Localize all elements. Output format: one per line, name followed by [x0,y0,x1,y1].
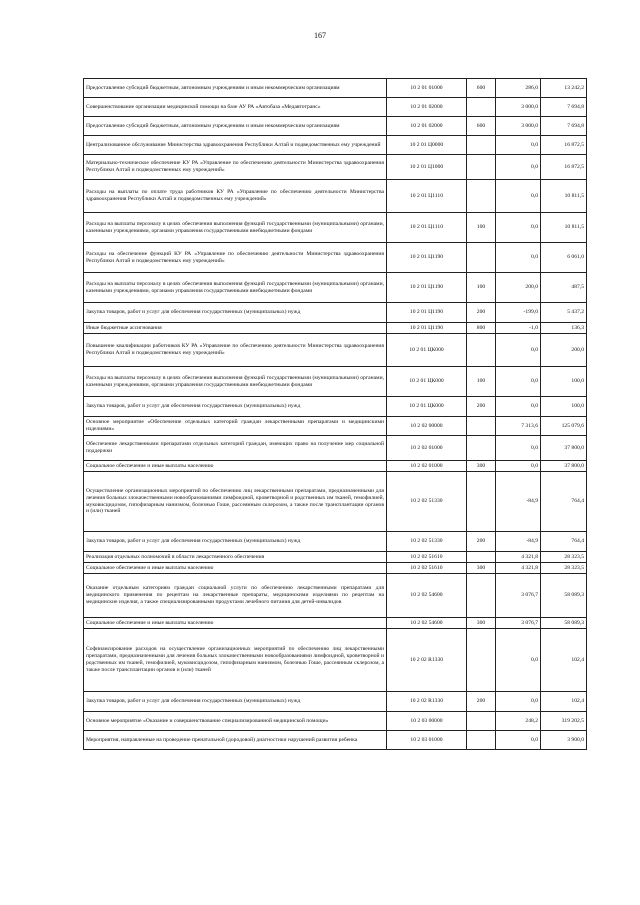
amount-change-cell: 3 076,7 [496,618,541,629]
expense-type-cell [467,98,496,117]
amount-total-cell: 100,0 [541,367,587,397]
expense-type-cell [467,629,496,692]
expense-type-cell: 600 [467,79,496,98]
expense-name-cell: Закупка товаров, работ и услуг для обеспечения государственных (муниципальных) нужд [84,692,387,712]
expense-type-cell: 200 [467,692,496,712]
target-article-cell: 10 2 01 Ц1190 [387,303,467,323]
expense-type-cell: 800 [467,323,496,334]
expense-type-cell: 200 [467,303,496,323]
table-row [84,367,587,397]
table-row [84,461,587,472]
expense-type-cell [467,136,496,155]
amount-total-cell: 28 323,5 [541,552,587,563]
expense-type-cell [467,712,496,731]
amount-total-cell: 3 900,0 [541,731,587,750]
amount-total-cell: 58 089,3 [541,574,587,618]
amount-change-cell: 0,0 [496,629,541,692]
target-article-cell: 10 2 01 Ц1000 [387,155,467,180]
amount-total-cell: 16 872,5 [541,136,587,155]
expense-name-cell: Предоставление субсидий бюджетным, автономным учреждениям и иным некоммерческим организациям [84,117,387,136]
target-article-cell: 10 2 01 Ц1190 [387,323,467,334]
table-row [84,323,587,334]
expense-name-cell: Централизованное обслуживание Министерства здравоохранения Республики Алтай и подведомственных ему учреждений [84,136,387,155]
table-row [84,303,587,323]
amount-change-cell: 4 321,8 [496,552,541,563]
amount-total-cell: 200,0 [541,334,587,367]
target-article-cell: 10 2 02 51610 [387,563,467,574]
amount-change-cell: 200,0 [496,273,541,303]
expense-name-cell: Оказание отдельным категориям граждан социальной услуги по обеспечению лекарственными препаратами для медицинского применения по рецептам на лекарственные препараты, медицинскими изделиями по рецептам на медицинские изделия, а также специализированными продуктами лечебного питания для детей-инвалидов [84,574,387,618]
expense-type-cell [467,180,496,213]
table-row [84,213,587,243]
amount-total-cell: 7 694,8 [541,117,587,136]
amount-total-cell: 5 437,2 [541,303,587,323]
table-row [84,563,587,574]
table-row [84,692,587,712]
amount-change-cell: -84,9 [496,472,541,532]
amount-change-cell: -84,9 [496,532,541,552]
target-article-cell: 10 2 01 02000 [387,98,467,117]
table-row [84,417,587,436]
target-article-cell: 10 2 01 ЦК000 [387,367,467,397]
expense-name-cell: Расходы на выплаты персоналу в целях обеспечения выполнения функций государственными (муниципальными) органами, казенными учреждениями, органами управления государственными внебюджетными фондами [84,213,387,243]
table-body [84,79,587,750]
target-article-cell: 10 2 02 R1330 [387,629,467,692]
expense-type-cell [467,552,496,563]
target-article-cell: 10 2 01 Ц1110 [387,180,467,213]
amount-change-cell: 3 076,7 [496,574,541,618]
table-row [84,243,587,273]
target-article-cell: 10 2 02 54600 [387,618,467,629]
amount-change-cell: 3 000,0 [496,98,541,117]
table-row [84,180,587,213]
expense-type-cell: 200 [467,532,496,552]
expense-type-cell: 600 [467,117,496,136]
expense-name-cell: Закупка товаров, работ и услуг для обеспечения государственных (муниципальных) нужд [84,303,387,323]
amount-total-cell: 136,3 [541,323,587,334]
table-row [84,136,587,155]
expense-type-cell: 300 [467,563,496,574]
expense-name-cell: Предоставление субсидий бюджетным, автономным учреждениям и иным некоммерческим организациям [84,79,387,98]
target-article-cell: 10 2 03 01000 [387,731,467,750]
amount-total-cell: 764,4 [541,472,587,532]
expense-type-cell [467,334,496,367]
amount-total-cell: 764,4 [541,532,587,552]
amount-total-cell: 319 202,5 [541,712,587,731]
table-row [84,618,587,629]
table-row [84,98,587,117]
amount-change-cell: 7 313,6 [496,417,541,436]
amount-total-cell: 16 872,5 [541,155,587,180]
target-article-cell: 10 2 01 Ц1190 [387,273,467,303]
expense-type-cell: 200 [467,397,496,417]
target-article-cell: 10 2 03 00000 [387,712,467,731]
amount-change-cell: 0,0 [496,213,541,243]
page-number: 167 [314,31,326,40]
table-row [84,472,587,532]
expense-name-cell: Расходы на выплаты по оплате труда работников КУ РА «Управление по обеспечению деятельности Министерства здравоохранения Республики Алтай и подведомственных ему учреждений» [84,180,387,213]
expense-name-cell: Обеспечение лекарственными препаратами отдельных категорий граждан, имеющих право на получение мер социальной поддержки [84,436,387,461]
amount-total-cell: 100,0 [541,397,587,417]
target-article-cell: 10 2 01 02000 [387,117,467,136]
amount-change-cell: 0,0 [496,731,541,750]
expense-type-cell: 100 [467,367,496,397]
amount-total-cell: 487,5 [541,273,587,303]
target-article-cell: 10 2 02 51330 [387,472,467,532]
expense-type-cell [467,436,496,461]
table-row [84,629,587,692]
expense-type-cell [467,155,496,180]
target-article-cell: 10 2 02 01000 [387,461,467,472]
table-row [84,731,587,750]
target-article-cell: 10 2 02 00000 [387,417,467,436]
expense-name-cell: Социальное обеспечение и иные выплаты населению [84,618,387,629]
expense-type-cell: 100 [467,213,496,243]
expense-name-cell: Повышение квалификации работников КУ РА «Управление по обеспечению деятельности Министерства здравоохранения Республики Алтай и подведомственных ему учреждений» [84,334,387,367]
expense-name-cell: Основное мероприятие «Оказание и совершенствование специализированной медицинской помощи» [84,712,387,731]
table-row [84,436,587,461]
amount-total-cell: 37 800,0 [541,461,587,472]
expense-type-cell [467,243,496,273]
amount-total-cell: 10 811,5 [541,213,587,243]
target-article-cell: 10 2 02 51330 [387,532,467,552]
amount-total-cell: 6 061,0 [541,243,587,273]
amount-total-cell: 37 800,0 [541,436,587,461]
amount-change-cell: 0,0 [496,334,541,367]
expense-name-cell: Иные бюджетные ассигнования [84,323,387,334]
amount-total-cell: 13 242,2 [541,79,587,98]
amount-change-cell: 0,0 [496,692,541,712]
amount-total-cell: 7 694,8 [541,98,587,117]
expense-type-cell [467,417,496,436]
table-row [84,552,587,563]
expense-type-cell [467,574,496,618]
table-row [84,712,587,731]
amount-total-cell: 10 811,5 [541,180,587,213]
expense-type-cell: 300 [467,461,496,472]
table-row [84,273,587,303]
expense-name-cell: Реализация отдельных полномочий в области лекарственного обеспечения [84,552,387,563]
expense-type-cell: 100 [467,273,496,303]
expense-name-cell: Материально-техническое обеспечение КУ РА «Управление по обеспечению деятельности Министерства здравоохранения Республики Алтай и подведомственных ему учреждений» [84,155,387,180]
expense-name-cell: Мероприятия, направленные на проведение пренатальной (дородовой) диагностики нарушений развития ребенка [84,731,387,750]
table-row [84,79,587,98]
amount-change-cell: -199,0 [496,303,541,323]
target-article-cell: 10 2 02 01000 [387,436,467,461]
amount-total-cell: 102,4 [541,692,587,712]
amount-total-cell: 125 079,6 [541,417,587,436]
target-article-cell: 10 2 01 ЦК000 [387,397,467,417]
amount-total-cell: 28 323,5 [541,563,587,574]
amount-change-cell: 286,0 [496,79,541,98]
expense-type-cell: 300 [467,618,496,629]
expense-type-cell [467,472,496,532]
table-row [84,334,587,367]
expense-type-cell [467,731,496,750]
expense-name-cell: Основное мероприятие «Обеспечение отдельных категорий граждан лекарственными препаратами и медицинскими изделиями» [84,417,387,436]
expense-name-cell: Расходы на выплаты персоналу в целях обеспечения выполнения функций государственными (муниципальными) органами, казенными учреждениями, органами управления государственными внебюджетными фондами [84,273,387,303]
target-article-cell: 10 2 01 ЦК000 [387,334,467,367]
expense-name-cell: Социальное обеспечение и иные выплаты населению [84,563,387,574]
target-article-cell: 10 2 02 54600 [387,574,467,618]
expense-name-cell: Закупка товаров, работ и услуг для обеспечения государственных (муниципальных) нужд [84,397,387,417]
amount-change-cell: 3 000,0 [496,117,541,136]
expense-name-cell: Софинансирование расходов на осуществление организационных мероприятий по обеспечению лиц лекарственными препаратами, предназначенными для лечения больных злокачественными новообразованиями лимфоидной, кроветворной и родственных им тканей, гемофилией, муковисцидозом, гипофизарным нанизмом, болезнью Гоше, рассеянным склерозом, а также после трансплантации органов и (или) тканей [84,629,387,692]
amount-change-cell: 0,0 [496,180,541,213]
target-article-cell: 10 2 02 R1330 [387,692,467,712]
amount-change-cell: 0,0 [496,397,541,417]
table-row [84,574,587,618]
target-article-cell: 10 2 02 51610 [387,552,467,563]
expense-name-cell: Осуществление организационных мероприятий по обеспечению лиц лекарственными препаратами, предназначенными для лечения больных злокачественными новообразованиями лимфоидной, кроветворной и родственных им тканей, гемофилией, муковисцидозом, гипофизарным нанизмом, болезнью Гоше, рассеянным склерозом, а также после трансплантации органов и (или) тканей [84,472,387,532]
expense-name-cell: Расходы на обеспечение функций КУ РА «Управление по обеспечению деятельности Министерства здравоохранения Республики Алтай и подведомственных ему учреждений» [84,243,387,273]
amount-change-cell: 248,2 [496,712,541,731]
amount-change-cell: 0,0 [496,155,541,180]
amount-change-cell: 4 321,8 [496,563,541,574]
budget-table [83,78,587,750]
target-article-cell: 10 2 01 Ц0000 [387,136,467,155]
amount-change-cell: 0,0 [496,136,541,155]
target-article-cell: 10 2 01 01000 [387,79,467,98]
expense-name-cell: Социальное обеспечение и иные выплаты населению [84,461,387,472]
expense-name-cell: Совершенствование организации медицинской помощи на базе АУ РА «Автобаза «Медавтотранс» [84,98,387,117]
table-row [84,532,587,552]
amount-change-cell: 0,0 [496,367,541,397]
expense-name-cell: Расходы на выплаты персоналу в целях обеспечения выполнения функций государственными (муниципальными) органами, казенными учреждениями, органами управления государственными внебюджетными фондами [84,367,387,397]
table-row [84,397,587,417]
amount-total-cell: 58 089,3 [541,618,587,629]
table-row [84,155,587,180]
target-article-cell: 10 2 01 Ц1190 [387,243,467,273]
expense-name-cell: Закупка товаров, работ и услуг для обеспечения государственных (муниципальных) нужд [84,532,387,552]
table-row [84,117,587,136]
target-article-cell: 10 2 01 Ц1110 [387,213,467,243]
amount-change-cell: 0,0 [496,243,541,273]
amount-change-cell: 0,0 [496,461,541,472]
amount-change-cell: 0,0 [496,436,541,461]
amount-total-cell: 102,4 [541,629,587,692]
amount-change-cell: -1,0 [496,323,541,334]
